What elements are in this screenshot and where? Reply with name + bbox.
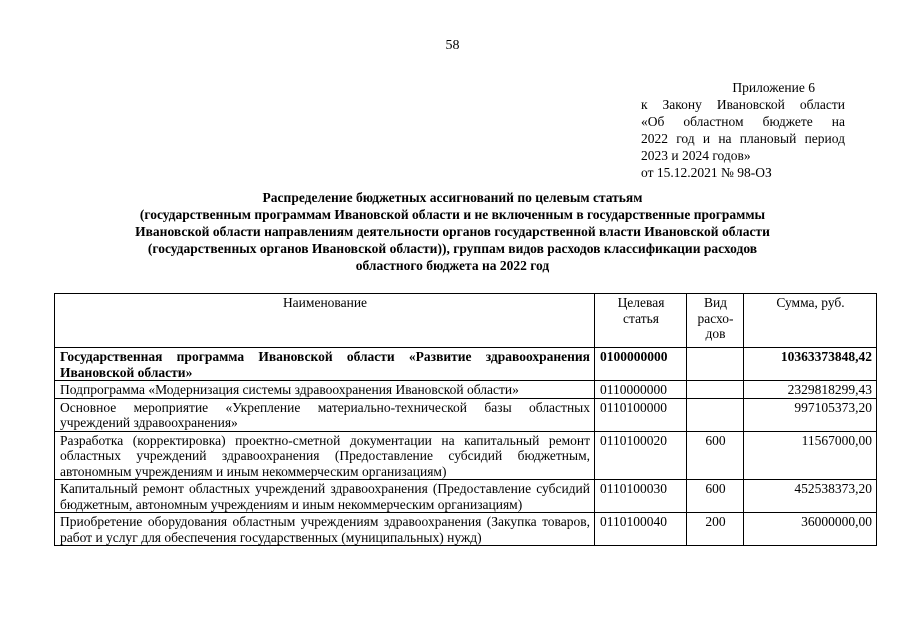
row-sum: 2329818299,43 <box>744 381 877 399</box>
row-expense-type <box>687 348 744 381</box>
appendix-line: от 15.12.2021 № 98-ОЗ <box>641 165 772 180</box>
appendix-line: «Об областном бюджете на <box>641 114 845 129</box>
header-expense-type-line: расхо- <box>697 310 734 326</box>
header-target-article-line: Целевая <box>617 295 665 310</box>
row-target-article: 0110000000 <box>595 381 687 399</box>
row-sum: 997105373,20 <box>744 398 877 431</box>
row-target-article: 0110100000 <box>595 398 687 431</box>
appendix-line: Приложение 6 <box>732 80 815 95</box>
row-expense-type: 600 <box>687 431 744 480</box>
header-expense-type-line: Вид <box>703 295 728 310</box>
appendix-line: 2022 год и на плановый период <box>641 131 845 146</box>
row-name: Разработка (корректировка) проектно-сметной документации на капитальный ремонт областных учреждений здравоохранения (Предоставление субсидий бюджетным, автономным учреждениям и иным некоммерческим организациям) <box>55 431 595 480</box>
header-sum: Сумма, руб. <box>744 294 877 348</box>
page-number: 58 <box>445 38 460 53</box>
row-expense-type: 200 <box>687 513 744 546</box>
table-row <box>55 480 877 513</box>
table-row <box>55 381 877 399</box>
row-target-article: 0110100030 <box>595 480 687 513</box>
document-title <box>40 189 865 274</box>
row-expense-type <box>687 398 744 431</box>
row-target-article: 0100000000 <box>595 348 687 381</box>
row-expense-type <box>687 381 744 399</box>
row-sum: 11567000,00 <box>744 431 877 480</box>
appendix-block <box>641 79 845 181</box>
row-name: Основное мероприятие «Укрепление материально-технической базы областных учреждений здравоохранения» <box>55 398 595 431</box>
header-target-article-line: статья <box>623 310 659 326</box>
row-sum: 452538373,20 <box>744 480 877 513</box>
row-name: Приобретение оборудования областным учреждениям здравоохранения (Закупка товаров, работ и услуг для обеспечения государственных (муниципальных) нужд) <box>55 513 595 546</box>
row-expense-type: 600 <box>687 480 744 513</box>
title-line: (государственных органов Ивановской области)), группам видов расходов классификации расходов <box>147 241 758 256</box>
header-target-article <box>595 294 687 348</box>
appendix-line: 2023 и 2024 годов» <box>641 148 751 163</box>
header-expense-type-line: дов <box>705 326 726 341</box>
row-name: Государственная программа Ивановской области «Развитие здравоохранения Ивановской области» <box>55 348 595 381</box>
row-sum: 36000000,00 <box>744 513 877 546</box>
appendix-line: к Закону Ивановской области <box>641 97 845 112</box>
table-header-row <box>55 294 877 348</box>
table-row <box>55 513 877 546</box>
row-target-article: 0110100020 <box>595 431 687 480</box>
row-name: Капитальный ремонт областных учреждений здравоохранения (Предоставление субсидий бюджетным, автономным учреждениям и иным некоммерческим организациям) <box>55 480 595 513</box>
header-name: Наименование <box>55 294 595 348</box>
table-row <box>55 348 877 381</box>
title-line: (государственным программам Ивановской области и не включенным в государственные программы <box>139 207 766 222</box>
title-line: Распределение бюджетных ассигнований по целевым статьям <box>262 190 643 205</box>
table-row <box>55 431 877 480</box>
title-line: Ивановской области направлениям деятельности органов государственной власти Ивановской области <box>135 224 770 239</box>
row-sum: 10363373848,42 <box>744 348 877 381</box>
budget-table <box>54 293 877 546</box>
header-expense-type <box>687 294 744 348</box>
table-row <box>55 398 877 431</box>
title-line: областного бюджета на 2022 год <box>355 258 550 273</box>
row-name: Подпрограмма «Модернизация системы здравоохранения Ивановской области» <box>55 381 595 399</box>
row-target-article: 0110100040 <box>595 513 687 546</box>
